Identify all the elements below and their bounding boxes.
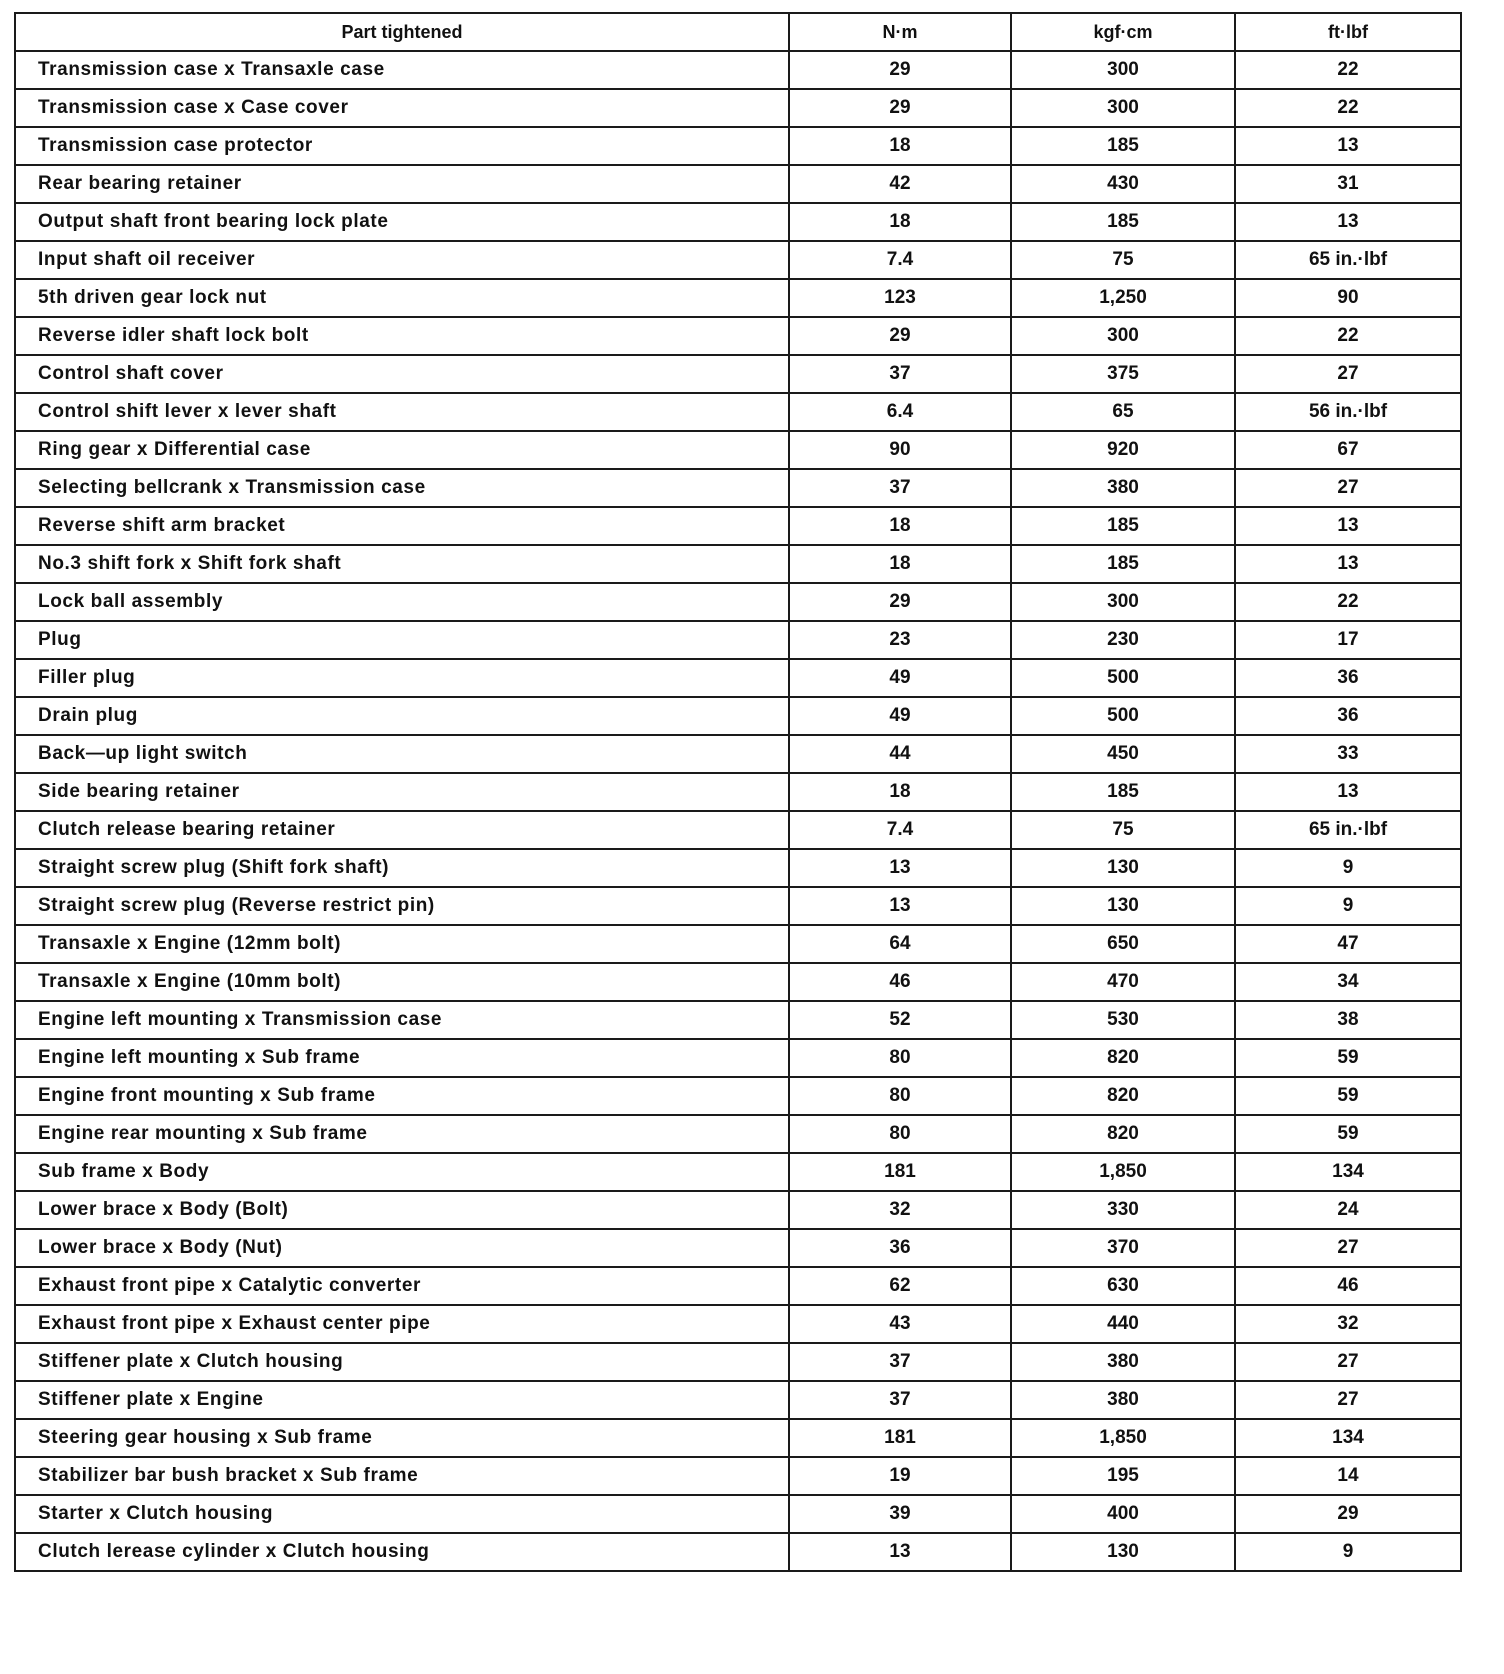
part-cell: Lock ball assembly: [15, 583, 789, 621]
part-cell: Transaxle x Engine (10mm bolt): [15, 963, 789, 1001]
torque-spec-sheet: [14, 12, 1460, 1572]
table-row: [15, 1191, 1461, 1229]
part-cell: Selecting bellcrank x Transmission case: [15, 469, 789, 507]
ft-lbf-cell: 13: [1235, 507, 1461, 545]
table-row: [15, 1533, 1461, 1571]
newton-meter-cell: 36: [789, 1229, 1011, 1267]
newton-meter-cell: 18: [789, 545, 1011, 583]
kgf-cm-cell: 300: [1011, 51, 1235, 89]
ft-lbf-cell: 13: [1235, 203, 1461, 241]
kgf-cm-cell: 375: [1011, 355, 1235, 393]
newton-meter-cell: 43: [789, 1305, 1011, 1343]
table-row: [15, 887, 1461, 925]
part-cell: Control shaft cover: [15, 355, 789, 393]
newton-meter-cell: 37: [789, 469, 1011, 507]
ft-lbf-cell: 27: [1235, 469, 1461, 507]
ft-lbf-cell: 9: [1235, 849, 1461, 887]
table-row: [15, 1077, 1461, 1115]
ft-lbf-cell: 14: [1235, 1457, 1461, 1495]
kgf-cm-cell: 300: [1011, 89, 1235, 127]
newton-meter-cell: 39: [789, 1495, 1011, 1533]
part-cell: Transmission case x Case cover: [15, 89, 789, 127]
ft-lbf-cell: 34: [1235, 963, 1461, 1001]
table-row: [15, 925, 1461, 963]
table-row: [15, 127, 1461, 165]
ft-lbf-cell: 9: [1235, 1533, 1461, 1571]
newton-meter-cell: 123: [789, 279, 1011, 317]
ft-lbf-cell: 67: [1235, 431, 1461, 469]
kgf-cm-cell: 130: [1011, 887, 1235, 925]
table-row: [15, 963, 1461, 1001]
kgf-cm-cell: 470: [1011, 963, 1235, 1001]
table-row: [15, 1495, 1461, 1533]
table-row: [15, 393, 1461, 431]
ft-lbf-cell: 13: [1235, 127, 1461, 165]
kgf-cm-cell: 380: [1011, 469, 1235, 507]
table-row: [15, 1381, 1461, 1419]
kgf-cm-cell: 185: [1011, 507, 1235, 545]
part-cell: Reverse idler shaft lock bolt: [15, 317, 789, 355]
ft-lbf-cell: 134: [1235, 1419, 1461, 1457]
newton-meter-cell: 29: [789, 89, 1011, 127]
table-row: [15, 583, 1461, 621]
table-row: [15, 1153, 1461, 1191]
kgf-cm-cell: 650: [1011, 925, 1235, 963]
kgf-cm-cell: 185: [1011, 203, 1235, 241]
part-cell: 5th driven gear lock nut: [15, 279, 789, 317]
part-cell: Input shaft oil receiver: [15, 241, 789, 279]
header-part-tightened: Part tightened: [15, 13, 789, 51]
ft-lbf-cell: 13: [1235, 773, 1461, 811]
newton-meter-cell: 181: [789, 1419, 1011, 1457]
ft-lbf-cell: 29: [1235, 1495, 1461, 1533]
part-cell: Transaxle x Engine (12mm bolt): [15, 925, 789, 963]
newton-meter-cell: 23: [789, 621, 1011, 659]
table-row: [15, 317, 1461, 355]
ft-lbf-cell: 22: [1235, 89, 1461, 127]
kgf-cm-cell: 430: [1011, 165, 1235, 203]
table-row: [15, 241, 1461, 279]
kgf-cm-cell: 75: [1011, 241, 1235, 279]
kgf-cm-cell: 195: [1011, 1457, 1235, 1495]
part-cell: Output shaft front bearing lock plate: [15, 203, 789, 241]
newton-meter-cell: 13: [789, 887, 1011, 925]
table-row: [15, 507, 1461, 545]
part-cell: Starter x Clutch housing: [15, 1495, 789, 1533]
kgf-cm-cell: 450: [1011, 735, 1235, 773]
kgf-cm-cell: 300: [1011, 317, 1235, 355]
part-cell: Straight screw plug (Shift fork shaft): [15, 849, 789, 887]
ft-lbf-cell: 134: [1235, 1153, 1461, 1191]
part-cell: Control shift lever x lever shaft: [15, 393, 789, 431]
table-row: [15, 1267, 1461, 1305]
kgf-cm-cell: 185: [1011, 773, 1235, 811]
kgf-cm-cell: 230: [1011, 621, 1235, 659]
newton-meter-cell: 64: [789, 925, 1011, 963]
newton-meter-cell: 18: [789, 127, 1011, 165]
newton-meter-cell: 80: [789, 1115, 1011, 1153]
ft-lbf-cell: 65 in.·lbf: [1235, 811, 1461, 849]
table-row: [15, 89, 1461, 127]
part-cell: Stabilizer bar bush bracket x Sub frame: [15, 1457, 789, 1495]
header-newton-meter: N·m: [789, 13, 1011, 51]
ft-lbf-cell: 27: [1235, 1343, 1461, 1381]
ft-lbf-cell: 22: [1235, 317, 1461, 355]
table-header-row: [15, 13, 1461, 51]
ft-lbf-cell: 36: [1235, 697, 1461, 735]
ft-lbf-cell: 65 in.·lbf: [1235, 241, 1461, 279]
part-cell: Steering gear housing x Sub frame: [15, 1419, 789, 1457]
ft-lbf-cell: 13: [1235, 545, 1461, 583]
table-row: [15, 659, 1461, 697]
ft-lbf-cell: 47: [1235, 925, 1461, 963]
kgf-cm-cell: 920: [1011, 431, 1235, 469]
newton-meter-cell: 37: [789, 355, 1011, 393]
kgf-cm-cell: 75: [1011, 811, 1235, 849]
kgf-cm-cell: 65: [1011, 393, 1235, 431]
ft-lbf-cell: 22: [1235, 583, 1461, 621]
table-body: [15, 51, 1461, 1571]
newton-meter-cell: 18: [789, 203, 1011, 241]
newton-meter-cell: 42: [789, 165, 1011, 203]
kgf-cm-cell: 330: [1011, 1191, 1235, 1229]
ft-lbf-cell: 38: [1235, 1001, 1461, 1039]
part-cell: Exhaust front pipe x Exhaust center pipe: [15, 1305, 789, 1343]
newton-meter-cell: 29: [789, 317, 1011, 355]
newton-meter-cell: 49: [789, 697, 1011, 735]
part-cell: Lower brace x Body (Bolt): [15, 1191, 789, 1229]
ft-lbf-cell: 31: [1235, 165, 1461, 203]
newton-meter-cell: 7.4: [789, 811, 1011, 849]
part-cell: Rear bearing retainer: [15, 165, 789, 203]
kgf-cm-cell: 1,850: [1011, 1153, 1235, 1191]
newton-meter-cell: 18: [789, 507, 1011, 545]
newton-meter-cell: 29: [789, 583, 1011, 621]
ft-lbf-cell: 46: [1235, 1267, 1461, 1305]
table-row: [15, 1305, 1461, 1343]
ft-lbf-cell: 56 in.·lbf: [1235, 393, 1461, 431]
header-ft-lbf: ft·lbf: [1235, 13, 1461, 51]
part-cell: Reverse shift arm bracket: [15, 507, 789, 545]
ft-lbf-cell: 59: [1235, 1115, 1461, 1153]
part-cell: Transmission case x Transaxle case: [15, 51, 789, 89]
part-cell: Side bearing retainer: [15, 773, 789, 811]
kgf-cm-cell: 630: [1011, 1267, 1235, 1305]
newton-meter-cell: 49: [789, 659, 1011, 697]
part-cell: Clutch release bearing retainer: [15, 811, 789, 849]
table-row: [15, 355, 1461, 393]
kgf-cm-cell: 130: [1011, 849, 1235, 887]
newton-meter-cell: 46: [789, 963, 1011, 1001]
part-cell: Engine front mounting x Sub frame: [15, 1077, 789, 1115]
newton-meter-cell: 52: [789, 1001, 1011, 1039]
part-cell: Engine left mounting x Sub frame: [15, 1039, 789, 1077]
table-row: [15, 849, 1461, 887]
ft-lbf-cell: 9: [1235, 887, 1461, 925]
table-row: [15, 773, 1461, 811]
ft-lbf-cell: 90: [1235, 279, 1461, 317]
newton-meter-cell: 29: [789, 51, 1011, 89]
table-row: [15, 545, 1461, 583]
ft-lbf-cell: 59: [1235, 1039, 1461, 1077]
table-row: [15, 1457, 1461, 1495]
newton-meter-cell: 80: [789, 1077, 1011, 1115]
ft-lbf-cell: 22: [1235, 51, 1461, 89]
newton-meter-cell: 7.4: [789, 241, 1011, 279]
table-row: [15, 621, 1461, 659]
kgf-cm-cell: 820: [1011, 1077, 1235, 1115]
part-cell: Lower brace x Body (Nut): [15, 1229, 789, 1267]
kgf-cm-cell: 380: [1011, 1343, 1235, 1381]
part-cell: Sub frame x Body: [15, 1153, 789, 1191]
table-row: [15, 203, 1461, 241]
table-row: [15, 469, 1461, 507]
part-cell: Engine left mounting x Transmission case: [15, 1001, 789, 1039]
table-row: [15, 431, 1461, 469]
part-cell: Stiffener plate x Engine: [15, 1381, 789, 1419]
kgf-cm-cell: 370: [1011, 1229, 1235, 1267]
table-row: [15, 165, 1461, 203]
table-row: [15, 1001, 1461, 1039]
table-row: [15, 1115, 1461, 1153]
table-row: [15, 1343, 1461, 1381]
part-cell: Clutch lerease cylinder x Clutch housing: [15, 1533, 789, 1571]
newton-meter-cell: 181: [789, 1153, 1011, 1191]
kgf-cm-cell: 185: [1011, 127, 1235, 165]
kgf-cm-cell: 400: [1011, 1495, 1235, 1533]
part-cell: Engine rear mounting x Sub frame: [15, 1115, 789, 1153]
kgf-cm-cell: 1,850: [1011, 1419, 1235, 1457]
ft-lbf-cell: 32: [1235, 1305, 1461, 1343]
ft-lbf-cell: 27: [1235, 1381, 1461, 1419]
ft-lbf-cell: 59: [1235, 1077, 1461, 1115]
newton-meter-cell: 18: [789, 773, 1011, 811]
kgf-cm-cell: 500: [1011, 659, 1235, 697]
kgf-cm-cell: 440: [1011, 1305, 1235, 1343]
newton-meter-cell: 32: [789, 1191, 1011, 1229]
table-row: [15, 279, 1461, 317]
newton-meter-cell: 62: [789, 1267, 1011, 1305]
part-cell: Straight screw plug (Reverse restrict pin): [15, 887, 789, 925]
part-cell: No.3 shift fork x Shift fork shaft: [15, 545, 789, 583]
ft-lbf-cell: 27: [1235, 355, 1461, 393]
part-cell: Stiffener plate x Clutch housing: [15, 1343, 789, 1381]
ft-lbf-cell: 17: [1235, 621, 1461, 659]
ft-lbf-cell: 24: [1235, 1191, 1461, 1229]
kgf-cm-cell: 130: [1011, 1533, 1235, 1571]
table-row: [15, 811, 1461, 849]
part-cell: Ring gear x Differential case: [15, 431, 789, 469]
newton-meter-cell: 44: [789, 735, 1011, 773]
table-row: [15, 697, 1461, 735]
newton-meter-cell: 13: [789, 1533, 1011, 1571]
table-row: [15, 1039, 1461, 1077]
kgf-cm-cell: 530: [1011, 1001, 1235, 1039]
newton-meter-cell: 19: [789, 1457, 1011, 1495]
kgf-cm-cell: 185: [1011, 545, 1235, 583]
part-cell: Transmission case protector: [15, 127, 789, 165]
ft-lbf-cell: 36: [1235, 659, 1461, 697]
kgf-cm-cell: 820: [1011, 1115, 1235, 1153]
part-cell: Plug: [15, 621, 789, 659]
torque-spec-table: [14, 12, 1462, 1572]
table-row: [15, 51, 1461, 89]
kgf-cm-cell: 300: [1011, 583, 1235, 621]
ft-lbf-cell: 27: [1235, 1229, 1461, 1267]
kgf-cm-cell: 820: [1011, 1039, 1235, 1077]
kgf-cm-cell: 500: [1011, 697, 1235, 735]
part-cell: Exhaust front pipe x Catalytic converter: [15, 1267, 789, 1305]
header-kgf-cm: kgf·cm: [1011, 13, 1235, 51]
table-row: [15, 1229, 1461, 1267]
newton-meter-cell: 6.4: [789, 393, 1011, 431]
table-row: [15, 1419, 1461, 1457]
part-cell: Back—up light switch: [15, 735, 789, 773]
newton-meter-cell: 37: [789, 1381, 1011, 1419]
kgf-cm-cell: 1,250: [1011, 279, 1235, 317]
newton-meter-cell: 37: [789, 1343, 1011, 1381]
kgf-cm-cell: 380: [1011, 1381, 1235, 1419]
newton-meter-cell: 90: [789, 431, 1011, 469]
newton-meter-cell: 80: [789, 1039, 1011, 1077]
part-cell: Filler plug: [15, 659, 789, 697]
ft-lbf-cell: 33: [1235, 735, 1461, 773]
table-row: [15, 735, 1461, 773]
part-cell: Drain plug: [15, 697, 789, 735]
newton-meter-cell: 13: [789, 849, 1011, 887]
